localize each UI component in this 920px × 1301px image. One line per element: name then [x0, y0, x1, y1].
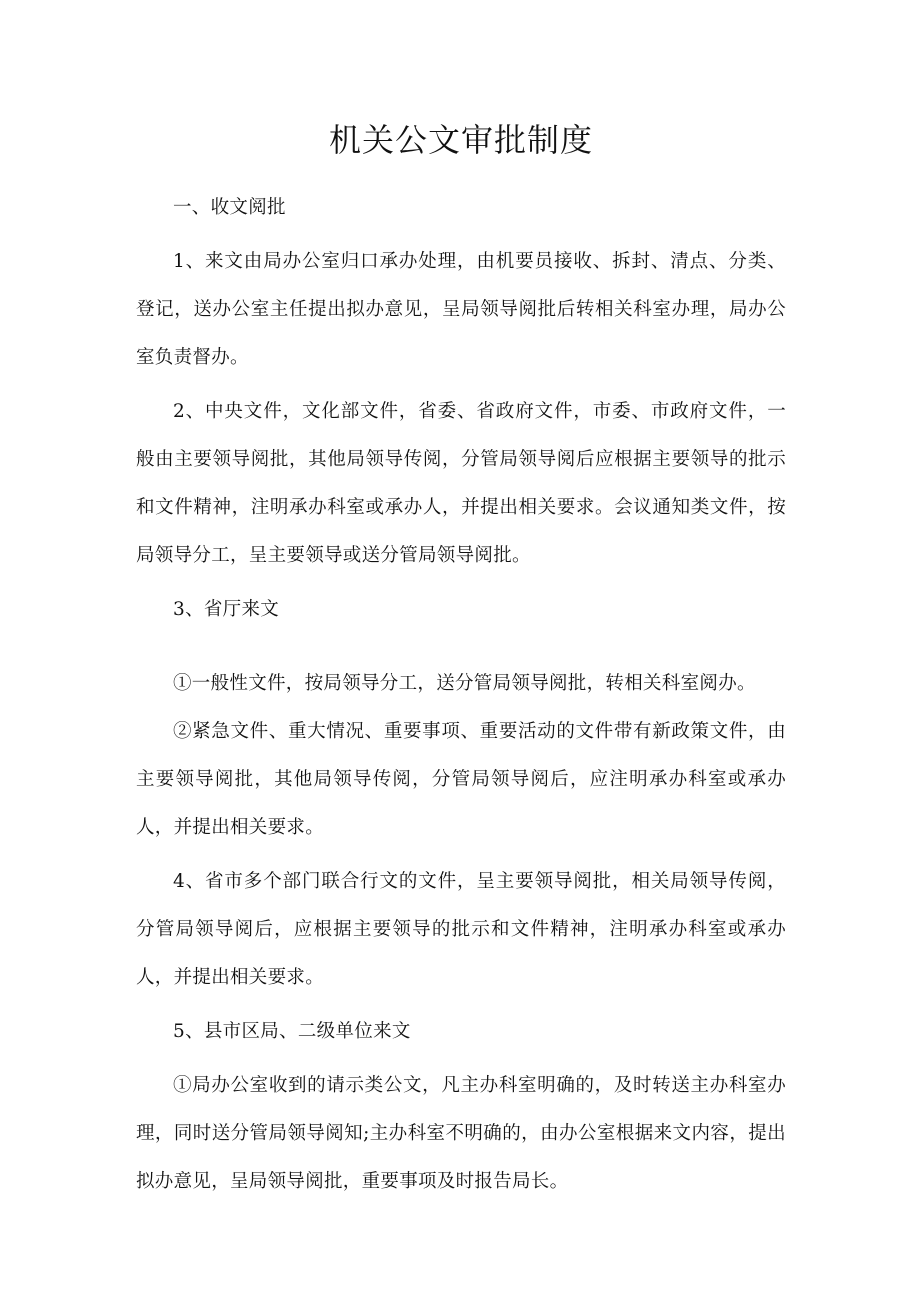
- paragraph-item-2: 2、中央文件，文化部文件，省委、省政府文件，市委、市政府文件，一般由主要领导阅批，其他局领导传阅，分管局领导阅后应根据主要领导的批示和文件精神，注明承办科室或承办人，并提出相关要求。会议通知类文件，按局领导分工，呈主要领导或送分管局领导阅批。: [136, 401, 786, 566]
- paragraph-item-4: 4、省市多个部门联合行文的文件，呈主要领导阅批，相关局领导传阅，分管局领导阅后，应根据主要领导的批示和文件精神，注明承办科室或承办人，并提出相关要求。: [136, 871, 786, 988]
- paragraph-item-3-heading: 3、省厅来文: [173, 599, 280, 620]
- section-heading-receipt: 一、收文阅批: [173, 197, 286, 218]
- document-title: 机关公文审批制度: [328, 121, 593, 159]
- paragraph-item-5-heading: 5、县市区局、二级单位来文: [173, 1021, 411, 1042]
- paragraph-item-1: 1、来文由局办公室归口承办处理，由机要员接收、拆封、清点、分类、登记，送办公室主任提出拟办意见，呈局领导阅批后转相关科室办理，局办公室负责督办。: [136, 251, 786, 368]
- paragraph-item-3-sub-1: ①一般性文件，按局领导分工，送分管局领导阅批，转相关科室阅办。: [173, 673, 756, 694]
- paragraph-item-5-sub-1: ①局办公室收到的请示类公文，凡主办科室明确的，及时转送主办科室办理，同时送分管局领导阅知;主办科室不明确的，由办公室根据来文内容，提出拟办意见，呈局领导阅批，重要事项及时报告局长。: [136, 1075, 786, 1192]
- paragraph-item-3-sub-2: ②紧急文件、重大情况、重要事项、重要活动的文件带有新政策文件，由主要领导阅批，其他局领导传阅，分管局领导阅后，应注明承办科室或承办人，并提出相关要求。: [136, 721, 786, 838]
